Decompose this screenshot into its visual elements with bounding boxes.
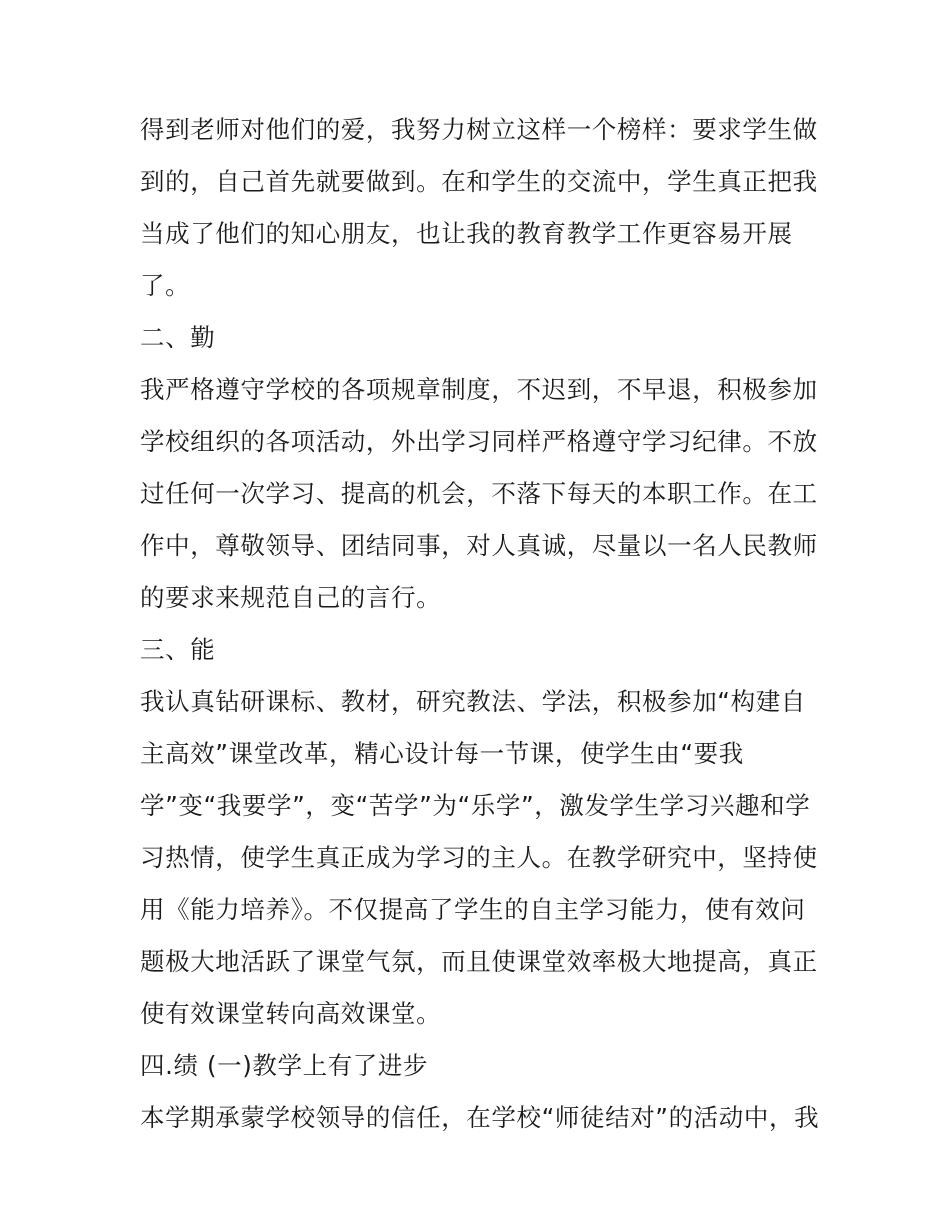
text-line: 了。 (140, 271, 191, 300)
text-line: 我认真钻研课标、教材，研究教法、学法，积极参加“构建自 (140, 687, 806, 716)
text-line: 的要求来规范自己的言行。 (140, 583, 442, 612)
text-line: 得到老师对他们的爱，我努力树立这样一个榜样：要求学生做 (140, 115, 818, 144)
text-line: 作中，尊敬领导、团结同事，对人真诚，尽量以一名人民教师 (140, 531, 818, 560)
text-line: 过任何一次学习、提高的机会，不落下每天的本职工作。在工 (140, 479, 818, 508)
text-line: 学校组织的各项活动，外出学习同样严格遵守学习纪律。不放 (140, 427, 818, 456)
text-line: 我严格遵守学校的各项规章制度，不迟到，不早退，积极参加 (140, 375, 818, 404)
text-line: 当成了他们的知心朋友，也让我的教育教学工作更容易开展 (140, 219, 793, 248)
text-line: 使有效课堂转向高效课堂。 (140, 999, 442, 1028)
text-line: 题极大地活跃了课堂气氛，而且使课堂效率极大地提高，真正 (140, 947, 818, 976)
text-line: 主高效”课堂改革，精心设计每一节课，使学生由“要我 (140, 739, 744, 768)
section-heading: 四.绩 (一)教学上有了进步 (140, 1051, 429, 1080)
text-line: 学”变“我要学”，变“苦学”为“乐学”，激发学生学习兴趣和学 (140, 791, 811, 820)
text-line: 习热情，使学生真正成为学习的主人。在教学研究中，坚持使 (140, 843, 818, 872)
text-line: 用《能力培养》。不仅提高了学生的自主学习能力，使有效问 (140, 895, 806, 924)
text-line: 到的，自己首先就要做到。在和学生的交流中，学生真正把我 (140, 167, 818, 196)
section-heading: 二、勤 (140, 323, 216, 352)
text-line: 本学期承蒙学校领导的信任，在学校“师徒结对”的活动中，我 (140, 1103, 820, 1132)
section-heading: 三、能 (140, 635, 216, 664)
